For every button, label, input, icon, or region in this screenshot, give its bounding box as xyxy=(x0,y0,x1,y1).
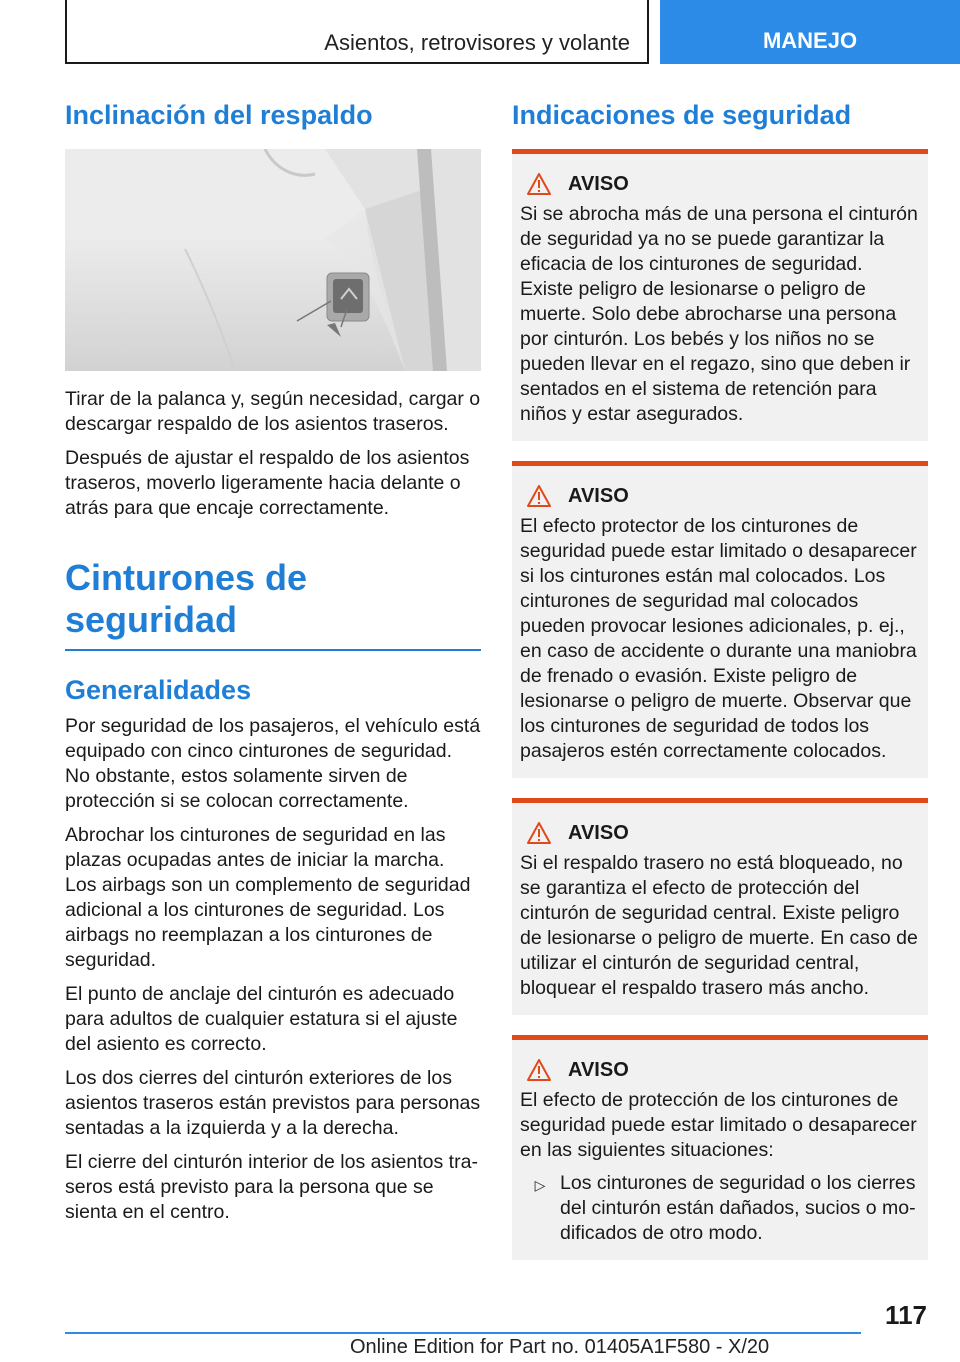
warning-text-3: Si el respaldo trasero no está bloqueado, no se garantiza el efecto de protección del cinturón de seguridad central. Existe peligro de lesionarse o peligro de muerte. En caso de utilizar el cinturón de seguridad central, bloquear el respaldo trasero más ancho. xyxy=(520,852,918,999)
general-paragraph-4: Los dos cierres del cinturón exteriores de los asientos traseros están previstos para personas sentadas a la izquierda y a la derecha. xyxy=(65,1067,481,1139)
warning-triangle-icon xyxy=(526,484,552,508)
section-title-backrest: Inclinación del respaldo xyxy=(65,100,373,130)
warning-text-4: El efecto de protección de los cinturones de seguridad puede estar limitado o desaparecer en las siguientes situaciones: xyxy=(520,1089,917,1161)
general-paragraph-3: El punto de anclaje del cinturón es adecuado para adultos de cualquier estatura si el ajuste del asiento es correcto. xyxy=(65,983,458,1055)
header-section-title: Asientos, retrovisores y volante xyxy=(324,30,630,55)
bullet-text: Los cinturones de seguridad o los cierres del cinturón están dañados, sucios o modificados de otro modo. xyxy=(560,1172,916,1244)
warning-label: AVISO xyxy=(568,484,629,507)
left-column xyxy=(65,100,481,1234)
warning-label: AVISO xyxy=(568,821,629,844)
backrest-lever-photo xyxy=(65,149,481,371)
section-title-safety: Indicaciones de seguridad xyxy=(512,100,852,130)
warning-triangle-icon xyxy=(526,821,552,845)
warning-label: AVISO xyxy=(568,172,629,195)
warning-text-1: Si se abrocha más de una persona el cinturón de seguridad ya no se puede garantizar la eficacia de los cinturones de seguridad. Existe peligro de lesionarse o peligro de muerte. Solo debe abrocharse una persona por cinturón. Los bebés y los niños no se pueden llevar en el regazo, sino que deben ir sentados en el sistema de retención para niños y estar asegurados. xyxy=(520,203,918,425)
warning-triangle-icon xyxy=(526,1058,552,1082)
bullet-triangle-icon: ▷ xyxy=(534,1177,546,1193)
warning-box-4 xyxy=(512,1035,928,1260)
warning-text-2: El efecto protector de los cinturones de seguridad puede estar limitado o desaparecer si los cinturones están mal colocados. Los cinturones de seguridad mal colocados pueden provocar lesiones adicionales, p. ej., en caso de accidente o durante una maniobra de frenado o evasión. Existe peligro de lesionarse o peligro de muerte. Observar que los cinturones de seguridad de todos los pasajeros estén correctamente colocados. xyxy=(520,515,917,762)
footer-divider xyxy=(65,1332,861,1334)
right-column xyxy=(512,100,928,1280)
chapter-title-seatbelts: Cinturones de seguridad xyxy=(65,557,481,651)
footer-edition-text: Online Edition for Part no. 01405A1F580 - X/20 xyxy=(350,1336,770,1358)
general-paragraph-1: Por seguridad de los pasajeros, el vehículo está equipado con cinco cinturones de seguridad. No obstante, estos solamente sirven de protección si se colocan correctamente. xyxy=(65,715,481,812)
chapter-tab[interactable]: MANEJO xyxy=(660,0,960,64)
backrest-paragraph-2: Después de ajustar el respaldo de los asientos traseros, moverlo ligeramente hacia delante o atrás para que encaje correctamente. xyxy=(65,447,470,519)
warning-label: AVISO xyxy=(568,1058,629,1081)
general-paragraph-5: El cierre del cinturón interior de los asientos traseros está previsto para la persona que se sienta en el centro. xyxy=(65,1151,478,1223)
backrest-paragraph-1: Tirar de la palanca y, según necesidad, cargar o descargar respaldo de los asientos traseros. xyxy=(65,388,481,435)
warning-box-1 xyxy=(512,149,928,441)
warning-triangle-icon xyxy=(526,172,552,196)
warning-box-3 xyxy=(512,798,928,1015)
section-title-general: Generalidades xyxy=(65,675,252,705)
page-number: 117 xyxy=(885,1300,927,1330)
general-paragraph-2: Abrochar los cinturones de seguridad en las plazas ocupadas antes de iniciar la marcha. Los airbags son un complemento de seguridad adicional a los cinturones de seguridad. Los airbags no reemplazan a los cinturones de seguridad. xyxy=(65,824,471,971)
warning-box-2 xyxy=(512,461,928,778)
list-item xyxy=(520,1171,920,1246)
